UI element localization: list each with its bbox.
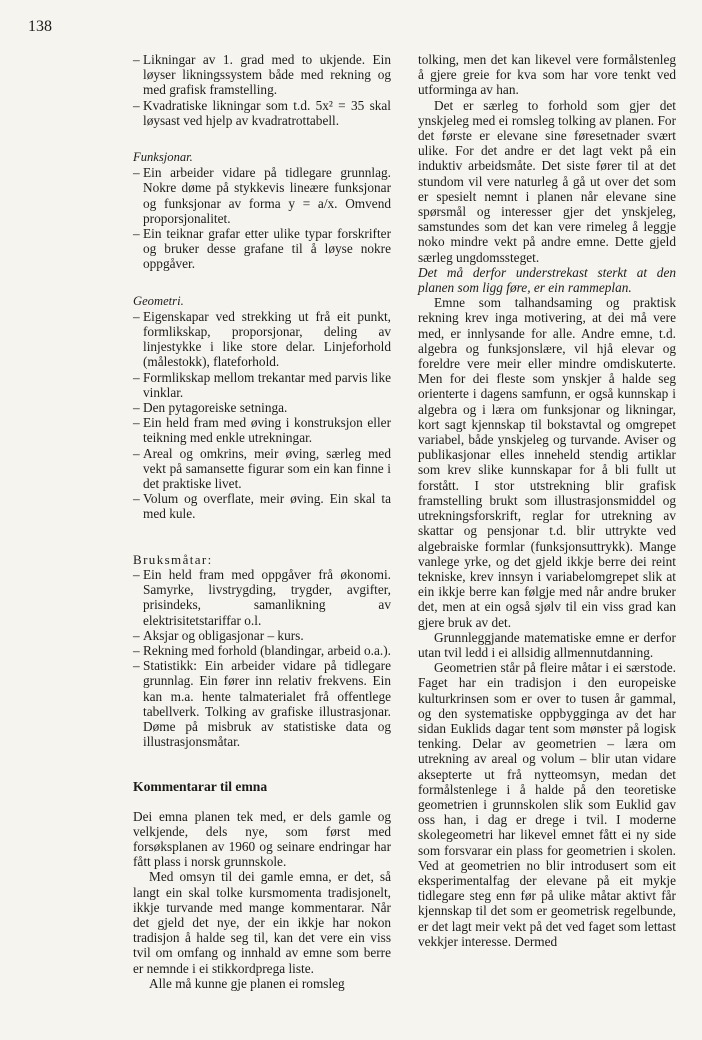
emphasis-sentence: Det må derfor understrekast sterkt at den planen som ligg føre, er ein rammeplan.: [418, 264, 676, 296]
right-column: [418, 52, 676, 949]
section-heading-bruksmatar: Bruksmåtar:: [133, 551, 213, 567]
funksjonar-list: [133, 165, 391, 271]
list-item: – Ein held fram med øving i konstruksjon eller teikning med enkle utrekningar.: [133, 415, 391, 445]
list-item: – Ein arbeider vidare på tidlegare grunnlag. Nokre døme på stykkevis lineære funksjonar og funksjonar av forma y = a/x. Omvend proporsjonalitet.: [133, 165, 391, 226]
section-heading-funksjonar: Funksjonar.: [133, 150, 193, 165]
intro-list: [133, 52, 391, 128]
list-item: – Eigenskapar ved strekking ut frå eit punkt, formlikskap, proporsjonar, deling av linjestykke i like store delar. Linjeforhold (målestokk), flateforhold.: [133, 309, 391, 370]
bruksmatar-list: [133, 567, 391, 749]
paragraph: Alle må kunne gje planen ei romsleg: [149, 975, 345, 991]
left-column: [133, 52, 391, 991]
paragraph: Dei emna planen tek med, er dels gamle og velkjende, dels nye, som først med forsøksplanen av 1960 og seinare endringar har fått plass i norsk grunnskole.: [133, 808, 391, 870]
section-heading-geometri: Geometri.: [133, 293, 184, 308]
list-item: – Volum og overflate, meir øving. Ein skal ta med kule.: [133, 491, 391, 521]
list-item: – Likningar av 1. grad med to ukjende. Ein løyser likningssystem både med rekning og med grafisk framstelling.: [133, 52, 391, 98]
list-item: – Ein teiknar grafar etter ulike typar forskrifter og bruker desse grafane til å løyse nokre oppgåver.: [133, 226, 391, 272]
paragraph: Geometrien står på fleire måtar i ei særstode. Faget har ein tradisjon i den europeiske kulturkrinsen som er over to tusen år gammal, og den systematiske oppbygginga av det har sidan Euklids dagar tent som mønster på logisk tenking. Delar av geometrien – læra om utrekning av areal og volum – blir utan vidare aksepterte ut frå nytteomsyn, medan det formålstenlege i å halde på den teoretiske geometrien i grunnskolen slik som Euklid gav oss han, i dag er drege i tvil. I moderne skolegeometri har likevel emnet fått ei ny side som forsvarar ein plass for geometrien i skolen. Ved at geometrien no blir introdusert som eit eksperimentalfag der elevane på eit mykje tidlegare steg enn før på ulike måtar aktivt får kjennskap til det som er geometrisk regelbunde, er det lagt meir vekt på det ved faget som lettast vekkjer interesse. Dermed: [418, 660, 676, 949]
paragraph: tolking, men det kan likevel vere formålstenleg å gjere greie for kva som har vore tenkt ved utforminga av han.: [418, 52, 676, 98]
paragraph: Grunnleggjande matematiske emne er derfor utan tvil ledd i ei allsidig allmennutdanning.: [418, 629, 676, 660]
geometri-list: [133, 309, 391, 522]
list-item: – Rekning med forhold (blandingar, arbeid o.a.).: [133, 643, 391, 658]
paragraph: Med omsyn til dei gamle emna, er det, så langt ein skal tolke kursmomenta tradisjonelt, ikkje turvande med mange kommentarar. Når det gjeld det nye, der ein ikkje har nokon tradisjon å halde seg til, kan det vere ein viss tvil om omfang og innhald av emne som berre er nemnde i ei stikkordprega liste.: [133, 869, 391, 976]
section-heading-kommentarar: Kommentarar til emna: [133, 779, 268, 795]
list-item: – Den pytagoreiske setninga.: [133, 400, 391, 415]
page-number: 138: [28, 18, 52, 35]
paragraph: Det er særleg to forhold som gjer det ynskjeleg med ei romsleg tolking av planen. For det første er elevane sine føresetnader svært ulike. For det andre er det lagt vekt på ein induktiv arbeidsmåte. Det siste fører til at det stundom vil vere naturleg å gå ut over det som er spesielt nemnt i planen når elevane sine spørsmål og interesser gjer det ynskjeleg, samstundes som det kan vere rimeleg å leggje noko mindre vekt på andre emne. Dette gjeld særleg ungdomssteget.: [418, 97, 676, 265]
list-item: – Aksjar og obligasjonar – kurs.: [133, 628, 391, 643]
paragraph: Emne som talhandsaming og praktisk rekning krev inga motivering, at dei må vere med, er innlysande for alle. Andre emne, t.d. algebra og funksjonslære, vil hjå elevar og foreldre vere meir eller mindre omdiskuterte. Men for dei fleste som ynskjer å halde seg orienterte i dagens samfunn, er også kunnskap i algebra og i læra om funksjonar og likningar, kort sagt kjennskap til bokstavtal og omgrepet variabel, både ynskjeleg og turvande. Aviser og publikasjonar elles inneheld stendig artiklar som krev slike kunnskapar for å bli fullt ut forstått. I stor utstrekning blir grafisk framstelling brukt som illustrasjonsmiddel og utrekningsforskrift, reglar for utrekning av skattar og pensjonar t.d. blir uttrykte ved algebraiske formlar (funksjonsuttrykk). Mange vanlege yrke, og det gjeld ikkje berre dei reint tekniske, krev innsyn i variabelomgrepet slik at ein ikkje berre kan følgje med når andre bruker det, men at ein også sjølv til ein viss grad kan gjere bruk av det.: [418, 295, 676, 630]
list-item: – Ein held fram med oppgåver frå økonomi. Samyrke, livstrygding, trygder, avgifter, prisindeks, samanlikning av elektrisitetstariffar o.l.: [133, 567, 391, 628]
list-item: – Statistikk: Ein arbeider vidare på tidlegare grunnlag. Ein fører inn relativ frekvens. Ein kan m.a. hente talmaterialet frå offentlege tabellverk. Tolking av grafiske illustrasjonar. Døme på misbruk av statistiske data og illustrasjonsmåtar.: [133, 658, 391, 749]
list-item: – Kvadratiske likningar som t.d. 5x² = 35 skal løysast ved hjelp av kvadratrottabell.: [133, 98, 391, 128]
list-item: – Areal og omkrins, meir øving, særleg med vekt på samansette figurar som ein kan finne i det praktiske livet.: [133, 446, 391, 492]
list-item: – Formlikskap mellom trekantar med parvis like vinklar.: [133, 370, 391, 400]
